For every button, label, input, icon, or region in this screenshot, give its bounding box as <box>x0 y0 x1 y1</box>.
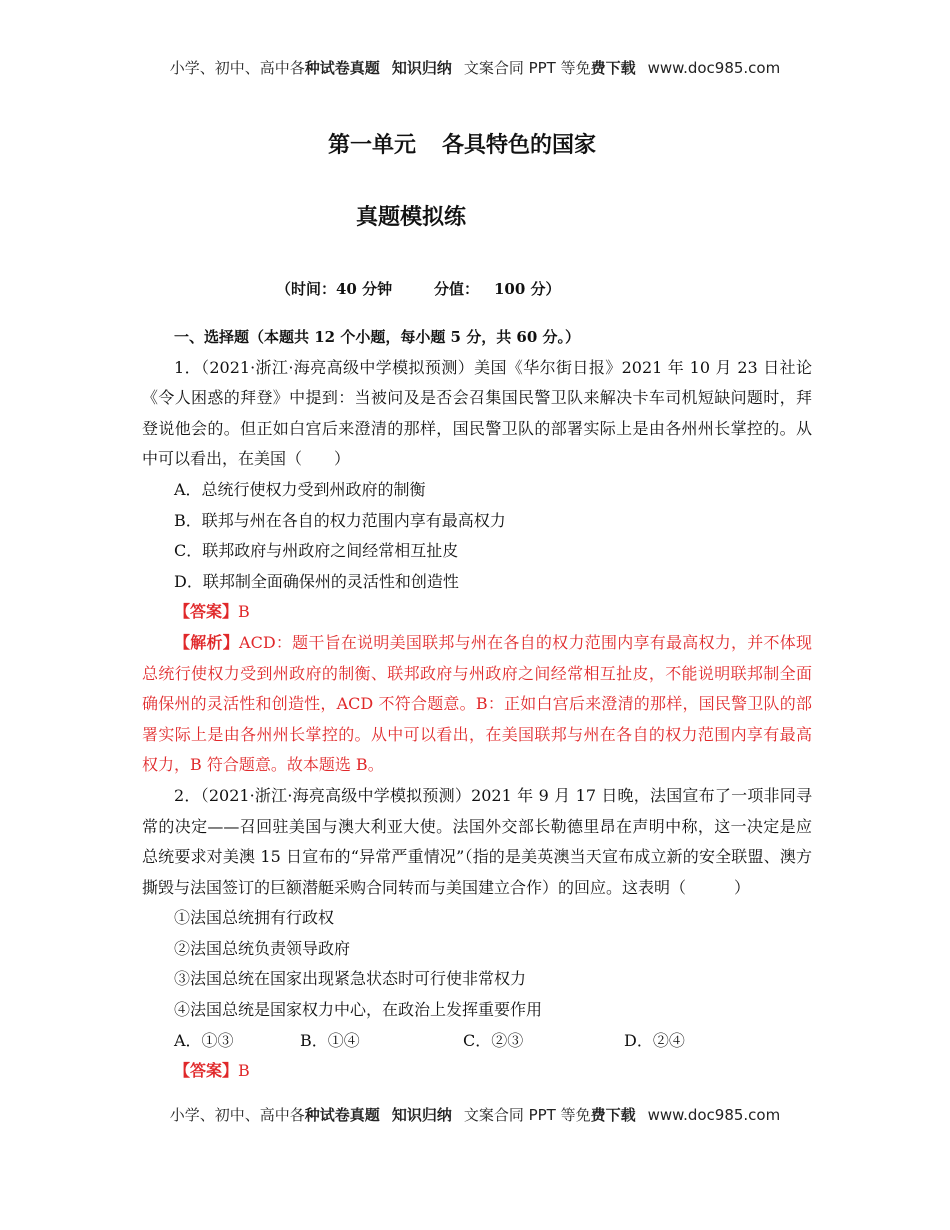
question-2-statement-1: ①法国总统拥有行政权 <box>174 908 335 928</box>
score-label: 分值： <box>434 280 480 298</box>
question-1-option-a: A．总统行使权力受到州政府的制衡 <box>174 479 426 499</box>
question-2-choice-b: B．①④ <box>300 1030 360 1050</box>
question-2-choice-a: A．①③ <box>174 1030 234 1050</box>
banner-text-2: 种试卷真题 <box>304 1106 380 1124</box>
banner-text-3: 知识归纳 <box>391 1106 452 1124</box>
unit-number: 第一单元 <box>328 133 417 158</box>
banner-text-1: 小学、初中、高中各 <box>169 59 305 77</box>
question-2-choice-c: C．②③ <box>463 1030 524 1050</box>
unit-title <box>328 128 596 159</box>
answer-label: 【答案】 <box>174 1061 239 1081</box>
question-2-stem: 2．（2021·浙江·海亮高级中学模拟预测）2021 年 9 月 17 日晚，法国宣布了一项非同寻常的决定——召回驻美国与澳大利亚大使。法国外交部长勒德里昂在声明中称，这一决定是应总统要求对美澳 15 日宣布的“异常严重情况”（指的是美英澳当天宣布成立新的安全联盟、澳方撕毁与法国签订的巨额潜艇采购合同转而与美国建立合作）的回应。这表明（ ） <box>142 785 812 897</box>
score-value: 100 分） <box>494 280 561 298</box>
question-1-option-d: D．联邦制全面确保州的灵活性和创造性 <box>174 571 459 591</box>
document-body <box>142 322 812 1087</box>
question-2-choices <box>142 1026 812 1057</box>
question-1-stem: 1．（2021·浙江·海亮高级中学模拟预测）美国《华尔街日报》2021 年 10 月 23 日社论《令人困惑的拜登》中提到：当被问及是否会召集国民警卫队来解决卡车司机短缺问题时，拜登说他会的。但正如白宫后来澄清的那样，国民警卫队的部署实际上是由各州州长掌控的。从中可以看出，在美国（ ） <box>142 357 812 469</box>
exam-meta <box>276 278 561 299</box>
question-1-option-c: C．联邦政府与州政府之间经常相互扯皮 <box>174 541 459 561</box>
unit-name: 各具特色的国家 <box>442 133 597 158</box>
answer-value: B <box>238 1061 250 1081</box>
banner-text-4: 文案合同 PPT 等免 <box>463 59 591 77</box>
question-1-answer <box>142 597 812 628</box>
question-1-option-b: B．联邦与州在各自的权力范围内享有最高权力 <box>174 510 506 530</box>
banner-text-5: 费下载 <box>590 1106 636 1124</box>
banner-url: www.doc985.com <box>647 1106 781 1124</box>
banner-text-5: 费下载 <box>590 59 636 77</box>
footer-banner <box>0 1104 950 1125</box>
question-2-choice-d: D．②④ <box>624 1030 685 1050</box>
question-2-statement-3: ③法国总统在国家出现紧急状态时可行使非常权力 <box>174 969 527 989</box>
analysis-text: ACD：题干旨在说明美国联邦与州在各自的权力范围内享有最高权力，并不体现总统行使权力受到州政府的制衡、联邦政府与州政府之间经常相互扯皮，不能说明联邦制全面确保州的灵活性和创造性，ACD 不符合题意。B：正如白宫后来澄清的那样，国民警卫队的部署实际上是由各州州长掌控的。从中可以看出，在美国联邦与州在各自的权力范围内享有最高权力，B 符合题意。故本题选 B。 <box>142 632 812 775</box>
banner-text-2: 种试卷真题 <box>304 59 380 77</box>
banner-text-4: 文案合同 PPT 等免 <box>463 1106 591 1124</box>
question-1-analysis <box>142 628 812 781</box>
question-2-answer <box>142 1056 812 1087</box>
header-banner <box>0 57 950 78</box>
banner-text-1: 小学、初中、高中各 <box>169 1106 305 1124</box>
page-subtitle: 真题模拟练 <box>356 205 467 230</box>
time-label: （时间：40 分钟 <box>276 280 393 298</box>
answer-value: B <box>238 602 250 622</box>
question-2-statement-2: ②法国总统负责领导政府 <box>174 938 351 958</box>
banner-text-3: 知识归纳 <box>391 59 452 77</box>
banner-url: www.doc985.com <box>647 59 781 77</box>
question-2-statement-4: ④法国总统是国家权力中心，在政治上发挥重要作用 <box>174 1000 543 1020</box>
analysis-label: 【解析】 <box>174 632 240 652</box>
answer-label: 【答案】 <box>174 602 239 622</box>
section-heading: 一、选择题（本题共 12 个小题，每小题 5 分，共 60 分。） <box>174 328 581 346</box>
